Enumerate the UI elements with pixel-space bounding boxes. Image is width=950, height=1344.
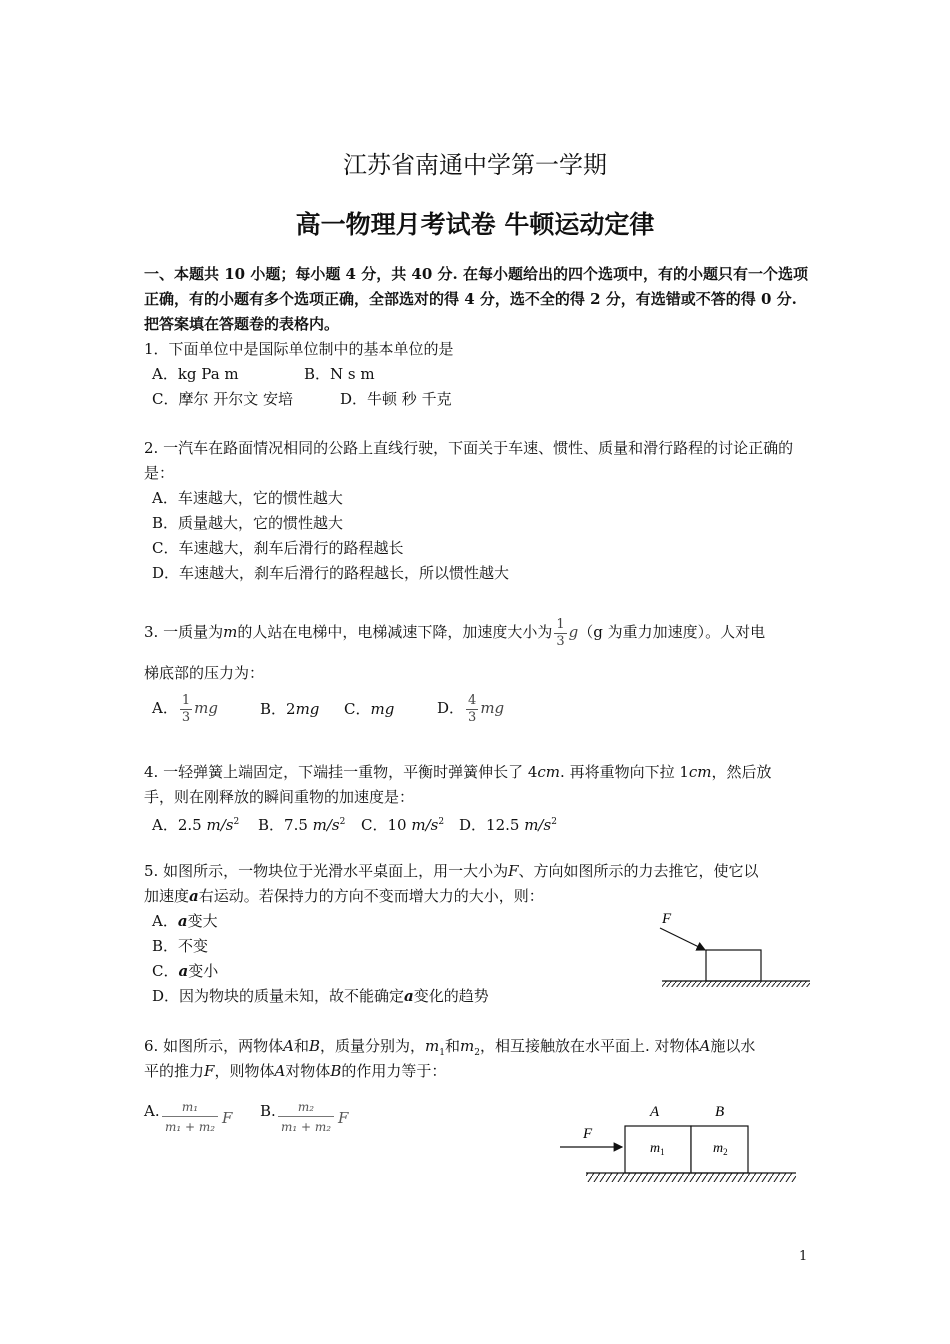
q4-option-b: B．7.5 $m/s^2$ bbox=[258, 816, 346, 834]
q3-stem-line2: 梯底部的压力为： bbox=[144, 664, 265, 682]
q4-stem-line2: 手，则在刚释放的瞬间重物的加速度是： bbox=[144, 788, 415, 806]
q2-stem: 2. 一汽车在路面情况相同的公路上直线行驶，下面关于车速、惯性、质量和滑行路程的讨论正确的是： bbox=[144, 439, 794, 482]
q6-stem: 6. 如图所示，两物体A和B，质量分别为，$m_1$和$m_2$，相互接触放在水平面上. 对物体A施以水 bbox=[144, 1037, 756, 1058]
q5-stem-line2: 加速度a右运动。若保持力的方向不变而增大力的大小，则： bbox=[144, 887, 544, 905]
q3-fraction: $\frac{1}{3}$ bbox=[556, 616, 565, 649]
q5-figure bbox=[650, 905, 820, 1000]
q6-option-a-F: F bbox=[222, 1109, 233, 1127]
q2-option-d: D．车速越大，刹车后滑行的路程越长，所以惯性越大 bbox=[152, 564, 510, 582]
q5-option-a: A．a变大 bbox=[152, 912, 218, 930]
q5-ground-hatch bbox=[662, 981, 810, 987]
q3-option-d: D． $\frac{4}{3}$ mg bbox=[437, 692, 505, 725]
q6-force-label: F bbox=[583, 1126, 593, 1142]
q6-option-a-label: A. bbox=[144, 1102, 160, 1120]
q6-block-B-mass: $m_2$ bbox=[713, 1141, 728, 1157]
q5-option-b: B．不变 bbox=[152, 937, 209, 955]
q4-option-d: D．12.5 $m/s^2$ bbox=[459, 816, 557, 834]
q6-stem-line2: 平的推力F，则物体A对物体B的作用力等于： bbox=[144, 1062, 447, 1080]
q1-option-d: D．牛顿 秒 千克 bbox=[340, 390, 452, 408]
q1-stem: 1．下面单位中是国际单位制中的基本单位的是 bbox=[144, 340, 454, 358]
q4-stem: 4. 一轻弹簧上端固定，下端挂一重物，平衡时弹簧伸长了 4cm. 再将重物向下拉 1cm，然后放 bbox=[144, 763, 772, 781]
q2-option-a: A．车速越大，它的惯性越大 bbox=[152, 489, 343, 507]
q1-option-a: A．kg Pa m bbox=[152, 365, 239, 383]
school-title: 江苏省南通中学第一学期 bbox=[343, 151, 607, 179]
q1-option-c: C．摩尔 开尔文 安培 bbox=[152, 390, 294, 408]
q6-option-a-fraction: m₁ m₁ + m₂ bbox=[162, 1098, 218, 1137]
q3-option-a: A． $\frac{1}{3}$ mg bbox=[152, 692, 218, 725]
q5-option-d: D．因为物块的质量未知，故不能确定a变化的趋势 bbox=[152, 987, 489, 1005]
q6-label-A: A bbox=[650, 1104, 660, 1120]
q6-option-b-fraction: m₂ m₁ + m₂ bbox=[278, 1098, 334, 1137]
q5-force-arrow bbox=[660, 928, 705, 950]
exam-title: 高一物理月考试卷 牛顿运动定律 bbox=[295, 210, 655, 239]
q5-option-c: C．a变小 bbox=[152, 962, 219, 980]
q3-option-c: C．mg bbox=[344, 700, 395, 718]
q6-option-b-label: B. bbox=[260, 1102, 276, 1120]
q2-option-b: B．质量越大，它的惯性越大 bbox=[152, 514, 344, 532]
q6-label-B: B bbox=[715, 1104, 725, 1120]
q4-option-a: A．2.5 $m/s^2$ bbox=[152, 816, 240, 834]
q2-option-c: C．车速越大，刹车后滑行的路程越长 bbox=[152, 539, 404, 557]
q3-option-b: B．2mg bbox=[260, 700, 320, 718]
section1-instructions: 一、本题共 10 小题；每小题 4 分，共 40 分. 在每小题给出的四个选项中，有的小题只有一个选项正确，有的小题有多个选项正确，全部选对的得 4 分，选不全的得 2 分，有选错或不答的得 0 分.把答案填在答题卷的表格内。 bbox=[144, 265, 808, 333]
q6-option-b-F: F bbox=[338, 1109, 349, 1127]
q5-stem: 5. 如图所示，一物块位于光滑水平桌面上，用一大小为F、方向如图所示的力去推它，使它以 bbox=[144, 862, 759, 880]
q4-option-c: C．10 $m/s^2$ bbox=[361, 816, 445, 834]
q5-force-label: F bbox=[662, 911, 672, 927]
q6-ground-hatch bbox=[586, 1173, 796, 1182]
page-number: 1 bbox=[799, 1249, 808, 1264]
q6-block-A-mass: $m_1$ bbox=[650, 1141, 665, 1157]
q3-stem: 3. 一质量为m的人站在电梯中，电梯减速下降，加速度大小为 $\frac{1}{3}$ g（g 为重力加速度）。人对电 bbox=[144, 616, 766, 649]
q6-figure bbox=[550, 1095, 810, 1190]
q5-block bbox=[706, 950, 761, 981]
q1-option-b: B．N s m bbox=[304, 365, 375, 383]
